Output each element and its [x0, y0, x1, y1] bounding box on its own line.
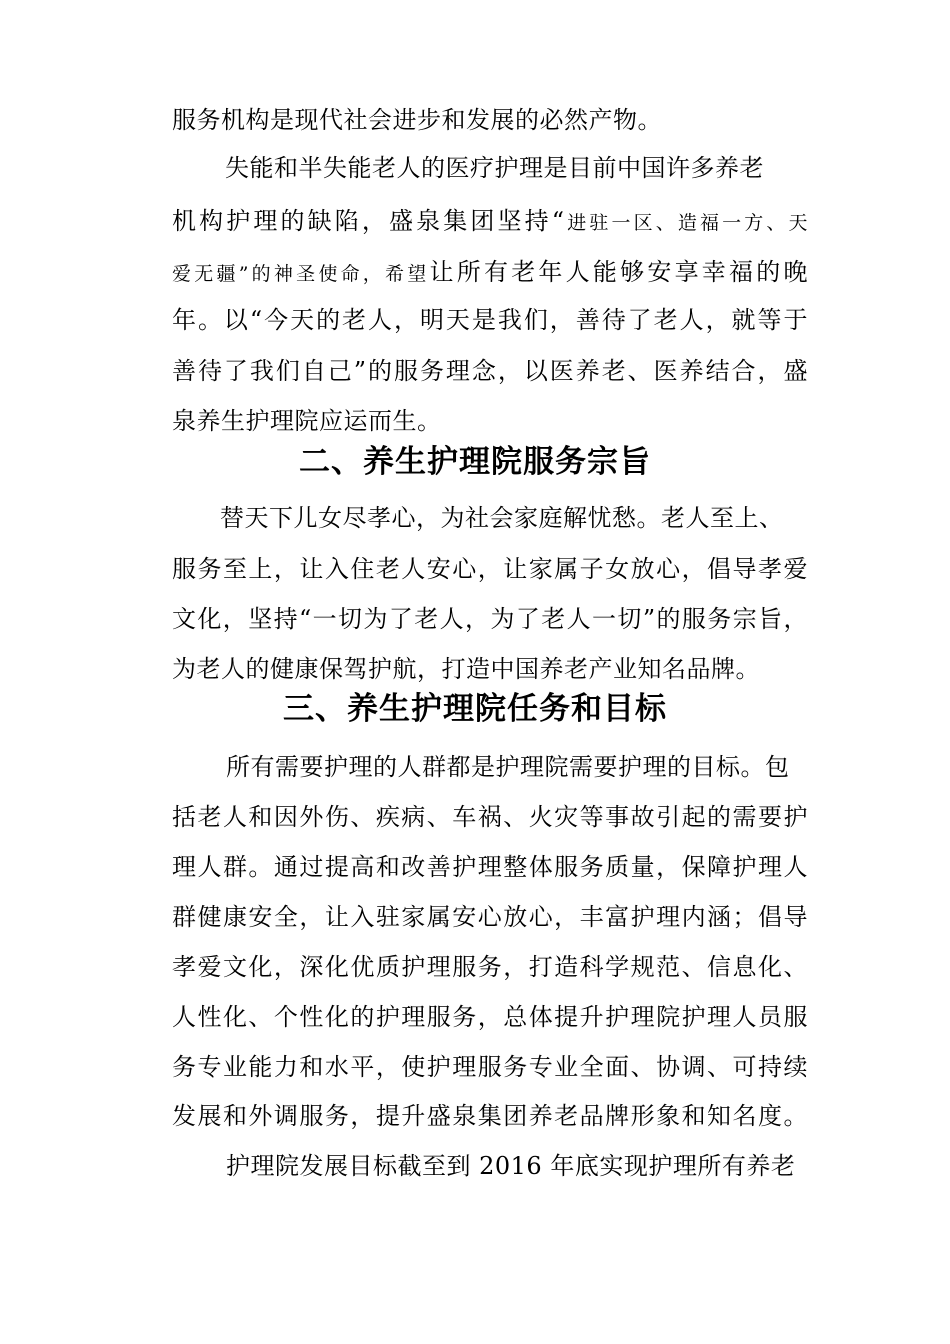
- para4-line-4: 群健康安全，让入驻家属安心放心，丰富护理内涵；倡导: [172, 903, 808, 931]
- para5-line-1: 护理院发展目标截至到 2016 年底实现护理所有养老: [226, 1152, 796, 1180]
- para3-line-4: 为老人的健康保驾护航，打造中国养老产业知名品牌。: [172, 655, 760, 683]
- para2-line-1: 失能和半失能老人的医疗护理是目前中国许多养老: [225, 154, 764, 182]
- para4-line-5: 孝爱文化，深化优质护理服务，打造科学规范、信息化、: [172, 953, 808, 981]
- para3-line-2: 服务至上，让入住老人安心，让家属子女放心，倡导孝爱: [172, 555, 808, 583]
- para4-line-1: 所有需要护理的人群都是护理院需要护理的目标。包: [226, 753, 790, 781]
- para2-line-5: 善待了我们自己”的服务理念，以医养老、医养结合，盛: [172, 357, 808, 385]
- para2-line-3-text: 让所有老年人能够安享幸福的晚: [429, 258, 809, 286]
- para4-line-6: 人性化、个性化的护理服务，总体提升护理院护理人员服: [172, 1003, 808, 1031]
- para2-line-2-quote: 进驻一区、造福一方、天: [564, 212, 808, 234]
- para4-line-8: 发展和外调服务，提升盛泉集团养老品牌形象和知名度。: [172, 1102, 808, 1130]
- para2-line-2-text: 机构护理的缺陷，盛泉集团坚持“: [172, 207, 565, 235]
- para1-line-1: 服务机构是现代社会进步和发展的必然产物。: [172, 106, 662, 134]
- para2-line-3-quote: 爱无疆”的神圣使命，希望: [172, 263, 430, 285]
- para4-line-3: 理人群。通过提高和改善护理整体服务质量，保障护理人: [172, 853, 808, 881]
- section-heading-2: 二、养生护理院服务宗旨: [299, 444, 651, 480]
- para3-line-3: 文化，坚持“一切为了老人，为了老人一切”的服务宗旨，: [172, 605, 808, 633]
- para2-line-2: [172, 205, 808, 237]
- section-heading-3: 三、养生护理院任务和目标: [283, 691, 667, 727]
- para3-line-1: 替天下儿女尽孝心，为社会家庭解忧愁。老人至上、: [220, 504, 784, 532]
- para2-line-6: 泉养生护理院应运而生。: [172, 407, 442, 435]
- para2-line-4: 年。以“今天的老人，明天是我们，善待了老人，就等于: [172, 306, 808, 334]
- para2-line-3: [172, 256, 808, 288]
- para4-line-7: 务专业能力和水平，使护理服务专业全面、协调、可持续: [172, 1053, 808, 1081]
- para4-line-2: 括老人和因外伤、疾病、车祸、火灾等事故引起的需要护: [172, 803, 808, 831]
